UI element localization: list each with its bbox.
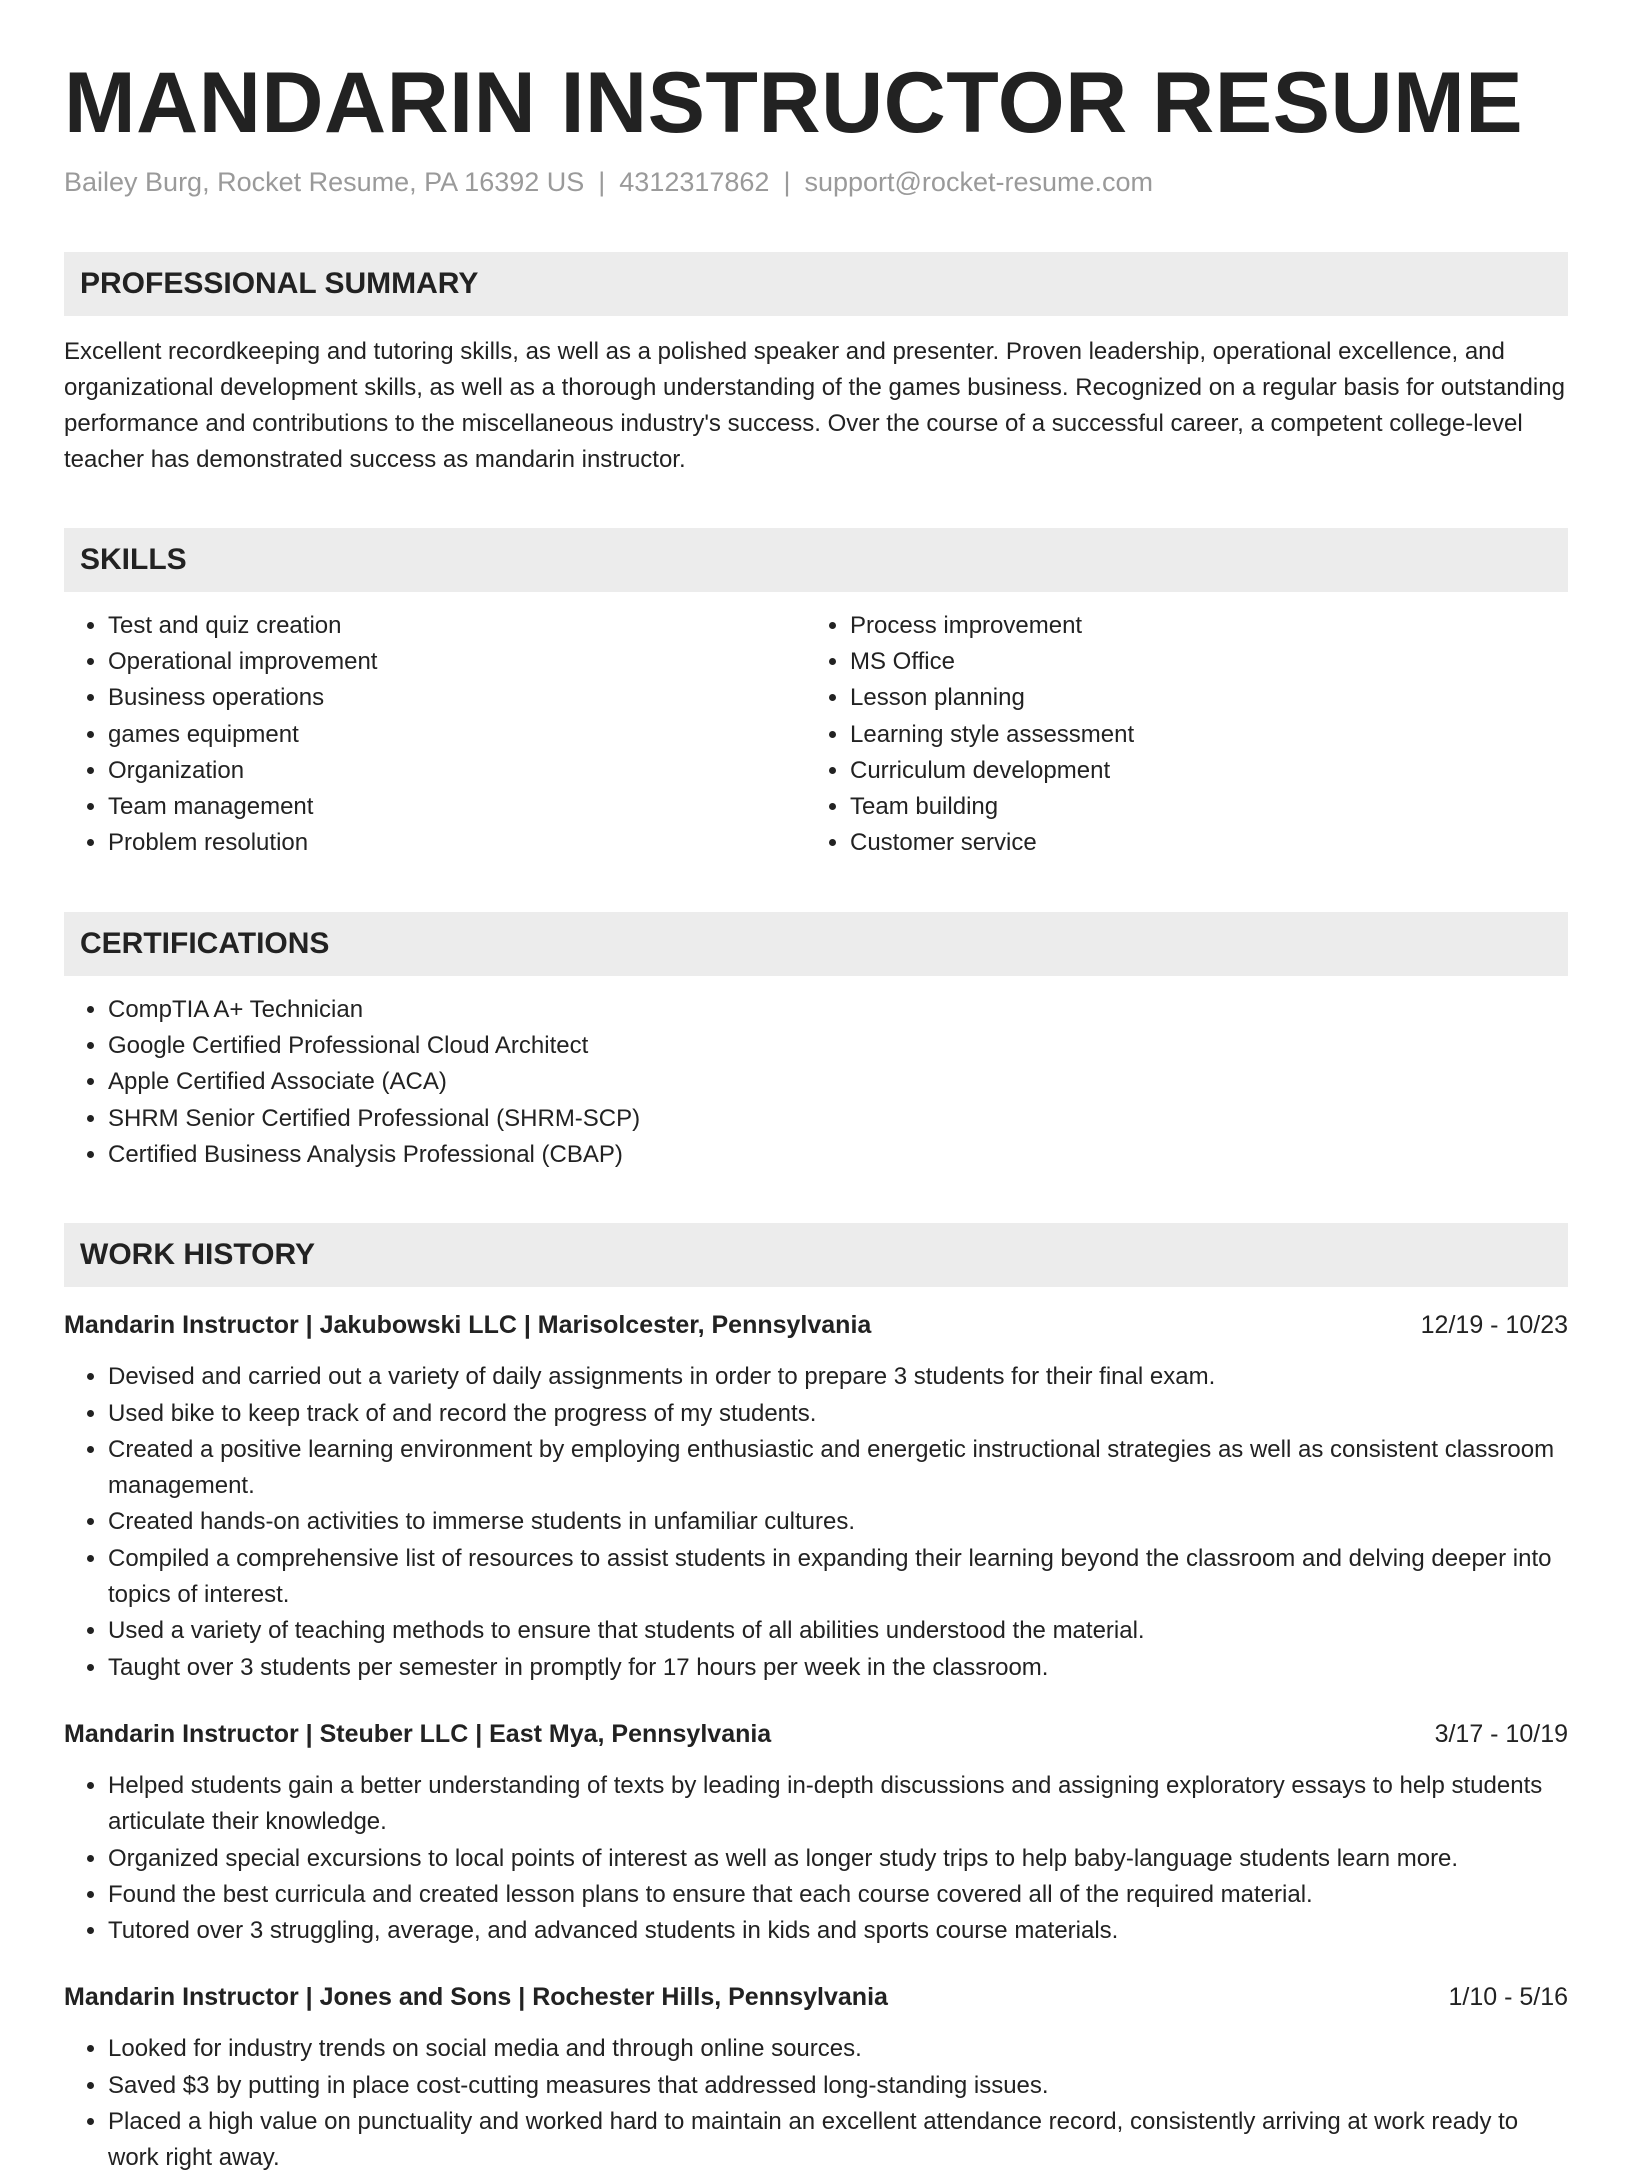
skill-item: • Curriculum development bbox=[850, 753, 1548, 789]
summary-heading: PROFESSIONAL SUMMARY bbox=[64, 252, 1568, 316]
skill-item: • Customer service bbox=[850, 825, 1548, 861]
skills-list-right bbox=[806, 608, 1548, 862]
job-bullets bbox=[64, 2031, 1568, 2176]
skill-item: • MS Office bbox=[850, 644, 1548, 680]
certification-item: • SHRM Senior Certified Professional (SHRM-SCP) bbox=[108, 1101, 1568, 1137]
certifications-list bbox=[64, 992, 1568, 1173]
skill-item: • Process improvement bbox=[850, 608, 1548, 644]
certification-item: • CompTIA A+ Technician bbox=[108, 992, 1568, 1028]
job-header bbox=[64, 1716, 1568, 1752]
skill-item: • Test and quiz creation bbox=[108, 608, 806, 644]
summary-text: Excellent recordkeeping and tutoring skills, as well as a polished speaker and presenter. Proven leadership, operational excellence, and organizational development skills, as well as a thorough understanding of the games business. Recognized on a regular basis for outstanding performance and contributions to the miscellaneous industry's success. Over the course of a successful career, a competent college-level teacher has demonstrated success as mandarin instructor. bbox=[64, 337, 1565, 473]
certification-item: • Google Certified Professional Cloud Architect bbox=[108, 1028, 1568, 1064]
job-bullet: • Helped students gain a better understanding of texts by leading in-depth discussions and assigning exploratory essays to help students articulate their knowledge. bbox=[108, 1768, 1568, 1841]
skill-item: • Problem resolution bbox=[108, 825, 806, 861]
contact-line bbox=[64, 165, 1568, 200]
work-history-heading: WORK HISTORY bbox=[64, 1223, 1568, 1287]
job-bullet: • Looked for industry trends on social media and through online sources. bbox=[108, 2031, 1568, 2067]
certification-item: • Certified Business Analysis Professional (CBAP) bbox=[108, 1137, 1568, 1173]
job-bullet: • Placed a high value on punctuality and worked hard to maintain an excellent attendance record, consistently arriving at work ready to work right away. bbox=[108, 2104, 1568, 2177]
job-title: Mandarin Instructor | Jakubowski LLC | Marisolcester, Pennsylvania bbox=[64, 1311, 872, 1340]
contact-email: support@rocket-resume.com bbox=[804, 166, 1153, 197]
skill-item: • Business operations bbox=[108, 680, 806, 716]
skills-list-left bbox=[64, 608, 806, 862]
skill-item: • games equipment bbox=[108, 717, 806, 753]
job-bullets bbox=[64, 1768, 1568, 1949]
job-dates: 3/17 - 10/19 bbox=[1434, 1719, 1568, 1748]
skills-columns bbox=[64, 608, 1568, 862]
skill-item: • Organization bbox=[108, 753, 806, 789]
job-title: Mandarin Instructor | Steuber LLC | East Mya, Pennsylvania bbox=[64, 1719, 772, 1748]
job-dates: 1/10 - 5/16 bbox=[1448, 1983, 1568, 2012]
job-bullet: • Organized special excursions to local points of interest as well as longer study trips to help baby-language students learn more. bbox=[108, 1841, 1568, 1877]
job-dates: 12/19 - 10/23 bbox=[1420, 1311, 1568, 1340]
job-bullet: • Found the best curricula and created lesson plans to ensure that each course covered all of the required material. bbox=[108, 1877, 1568, 1913]
skills-heading: SKILLS bbox=[64, 528, 1568, 592]
contact-separator: | bbox=[783, 166, 791, 197]
job-entry bbox=[64, 1307, 1568, 1686]
contact-phone: 4312317862 bbox=[619, 166, 770, 197]
job-bullet: • Created a positive learning environment by employing enthusiastic and energetic instructional strategies as well as consistent classroom management. bbox=[108, 1432, 1568, 1505]
job-bullet: • Used a variety of teaching methods to ensure that students of all abilities understood the material. bbox=[108, 1613, 1568, 1649]
job-entry bbox=[64, 1979, 1568, 2176]
certification-item: • Apple Certified Associate (ACA) bbox=[108, 1064, 1568, 1100]
job-entry bbox=[64, 1716, 1568, 1949]
skill-item: • Operational improvement bbox=[108, 644, 806, 680]
skill-item: • Team building bbox=[850, 789, 1548, 825]
contact-address: Bailey Burg, Rocket Resume, PA 16392 US bbox=[64, 166, 585, 197]
job-header bbox=[64, 1307, 1568, 1343]
job-bullet: • Devised and carried out a variety of daily assignments in order to prepare 3 students for their final exam. bbox=[108, 1359, 1568, 1395]
contact-separator: | bbox=[598, 166, 606, 197]
job-bullet: • Created hands-on activities to immerse students in unfamiliar cultures. bbox=[108, 1504, 1568, 1540]
job-bullets bbox=[64, 1359, 1568, 1686]
job-header bbox=[64, 1979, 1568, 2015]
job-bullet: • Compiled a comprehensive list of resources to assist students in expanding their learning beyond the classroom and delving deeper into topics of interest. bbox=[108, 1541, 1568, 1614]
job-bullet: • Tutored over 3 struggling, average, and advanced students in kids and sports course materials. bbox=[108, 1913, 1568, 1949]
job-title: Mandarin Instructor | Jones and Sons | Rochester Hills, Pennsylvania bbox=[64, 1983, 888, 2012]
job-bullet: • Taught over 3 students per semester in promptly for 17 hours per week in the classroom. bbox=[108, 1650, 1568, 1686]
job-bullet: • Saved $3 by putting in place cost-cutting measures that addressed long-standing issues. bbox=[108, 2068, 1568, 2104]
skill-item: • Learning style assessment bbox=[850, 717, 1548, 753]
skill-item: • Lesson planning bbox=[850, 680, 1548, 716]
certifications-heading: CERTIFICATIONS bbox=[64, 912, 1568, 976]
job-bullet: • Used bike to keep track of and record the progress of my students. bbox=[108, 1396, 1568, 1432]
resume-title: MANDARIN INSTRUCTOR RESUME bbox=[64, 55, 1524, 151]
skill-item: • Team management bbox=[108, 789, 806, 825]
